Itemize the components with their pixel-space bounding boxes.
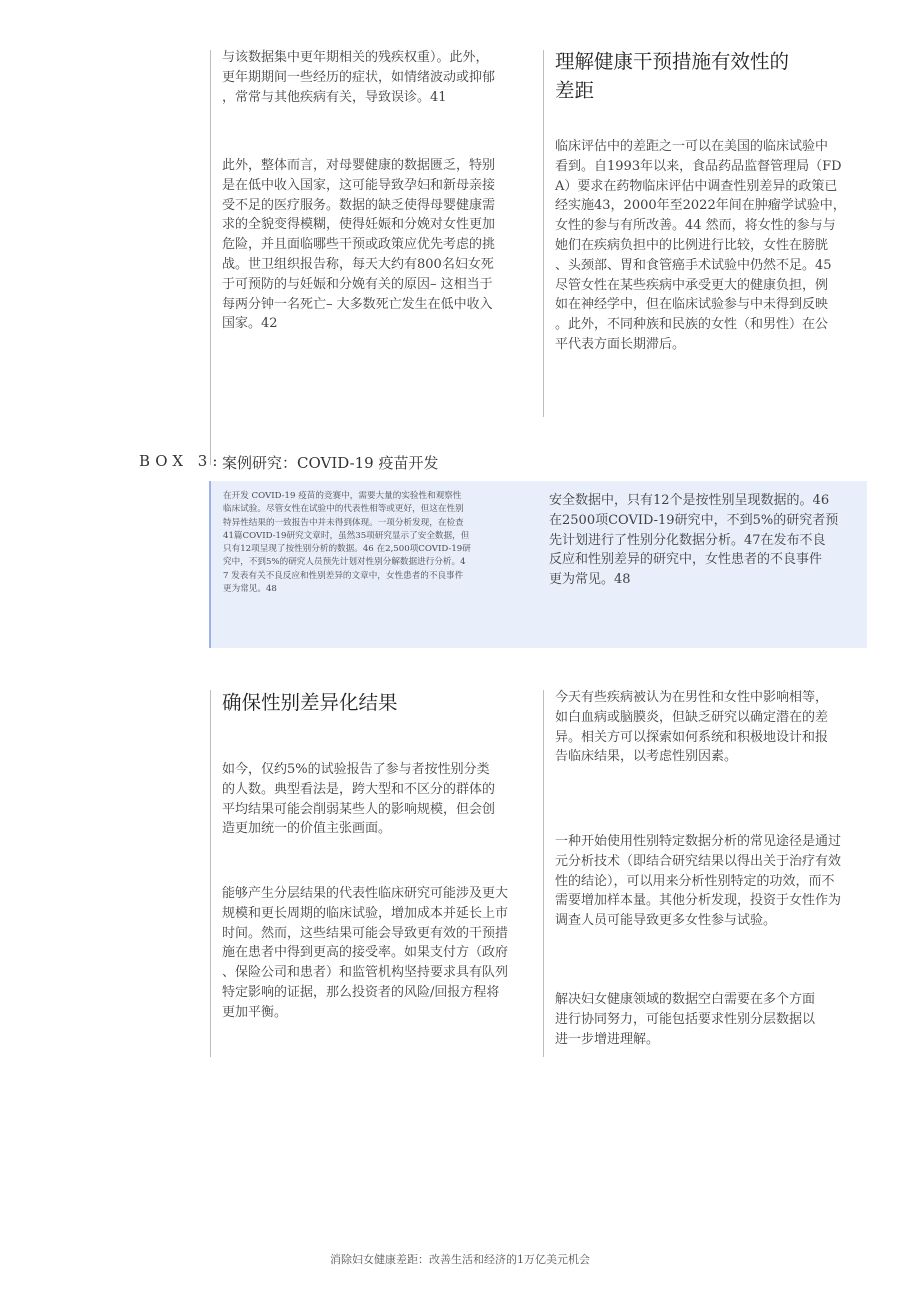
top-left-paragraph-1: 与该数据集中更年期相关的残疾权重）。此外， 更年期期间一些经历的症状，如情绪波动或抑郁 ，常常与其他疾病有关，导致误诊。41 <box>222 50 496 105</box>
column-divider-top-right <box>543 50 544 417</box>
bottom-left-paragraph-1: 如今，仅约5%的试验报告了参与者按性别分类 的人数。典型看法是，跨大型和不区分的群体的 平均结果可能会削弱某些人的影响规模，但会创 造更加统一的价值主张画面。 <box>222 762 496 837</box>
column-divider-bottom-left <box>210 690 211 1057</box>
bottom-right-paragraph-1: 今天有些疾病被认为在男性和女性中影响相等， 如白血病或脑膜炎，但缺乏研究以确定潜在的差 异。相关方可以探索如何系统和积极地设计和报 告临床结果，以考虑性别因素。 <box>555 690 829 765</box>
bottom-left-paragraph-2: 能够产生分层结果的代表性临床研究可能涉及更大 规模和更长周期的临床试验，增加成本并延长上市 时间。然而，这些结果可能会导致更有效的干预措 施在患者中得到更高的接受率。如果支付方（政府 、保险公司和患者）和监管机构坚持要求具有队列 特定影响的证据，那么投资者的风险/回报方程将 更加平衡。 <box>222 886 509 1020</box>
section-title-gender-outcomes: 确保性别差异化结果 <box>222 691 398 714</box>
case-study-box <box>209 481 867 648</box>
page-footer: 消除妇女健康差距：改善生活和经济的1万亿美元机会 <box>330 1253 590 1266</box>
section-title-intervention-gap: 理解健康干预措施有效性的 差距 <box>555 50 790 102</box>
column-divider-bottom-right <box>543 690 544 1057</box>
top-left-paragraph-2: 此外，整体而言，对母婴健康的数据匮乏，特别 是在低中收入国家，这可能导致孕妇和新母亲接 受不足的医疗服务。数据的缺乏使得母婴健康需 求的全貌变得模糊，使得妊娠和分娩对女性更加 危险，并且面临哪些干预或政策应优先考虑的挑 战。世卫组织报告称，每天大约有800名妇女死 于可预防的与妊娠和分娩有关的原因– 这相当于 每两分钟一名死亡– 大多数死亡发生在低中收入 国家。42 <box>222 158 496 332</box>
box-right-text: 安全数据中，只有12个是按性别呈现数据的。46 在2500项COVID-19研究中，不到5%的研究者预 先计划进行了性别分化数据分析。47在发布不良 反应和性别差异的研究中，女性患者的不良事件 更为常见。48 <box>549 493 839 588</box>
bottom-right-paragraph-2: 一种开始使用性别特定数据分析的常见途径是通过 元分析技术（即结合研究结果以得出关于治疗有效 性的结论），可以用来分析性别特定的功效，而不 需要增加样本量。其他分析发现，投资于女性作为 调查人员可能导致更多女性参与试验。 <box>555 834 842 929</box>
column-divider-top-left <box>210 50 211 465</box>
box-title: 案例研究：COVID-19 疫苗开发 <box>222 454 439 472</box>
box-left-text: 在开发 COVID-19 疫苗的竞赛中，需要大量的实验性和观察性 临床试验。尽管女性在试验中的代表性相等或更好，但这在性别 特异性结果的一致报告中并未得到体现。一项分析发现，在检查 41篇COVID-19研究文章时，虽然35项研究显示了安全数据，但 只有12项呈现了按性别分析的数据。46 在2,500项COVID-19研 究中，不到5%的研究人员预先计划对性别分解数据进行分析。4 7 发表有关不良反应和性别差异的文章中，女性患者的不良事件 更为常见。48 <box>223 491 471 595</box>
bottom-right-paragraph-3: 解决妇女健康领域的数据空白需要在多个方面 进行协同努力，可能包括要求性别分层数据以 进一步增进理解。 <box>555 992 816 1047</box>
box-label: BOX 3: <box>139 452 223 470</box>
top-right-paragraph: 临床评估中的差距之一可以在美国的临床试验中 看到。自1993年以来，食品药品监督管理局（FD A）要求在药物临床评估中调查性别差异的政策已 经实施43，2000年至2022年间在肿瘤学试验中， 女性的参与有所改善。44 然而，将女性的参与与 她们在疾病负担中的比例进行比较，女性在膀胱 、头颈部、胃和食管癌手术试验中仍然不足。45 尽管女性在某些疾病中承受更大的健康负担，例 如在神经学中，但在临床试验参与中未得到反映 。此外，不同种族和民族的女性（和男性）在公 平代表方面长期滞后。 <box>555 139 846 352</box>
